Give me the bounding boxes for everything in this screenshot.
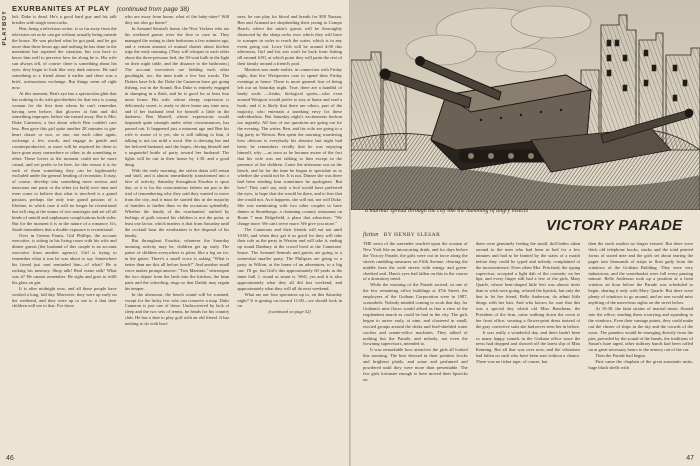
- byline-label: fiction: [363, 232, 379, 238]
- paragraph: THE news of the surrender reached upon the women of New York like an intoxicating drink, and for days before the Victory Parade, the girls were out in force along the streets rumbling measures on Fifth Avenue, clearing the middle from the wide streets with energy and green-cheeked zeal. Ham's eyes had fallen on this in the course of a dormitory trend.: [363, 241, 468, 282]
- paragraph: Mention was made earlier, in connection with Friday night, that few Westporters care to spend their Friday evenings at home. There is more general fear of being left out on Saturday night. True, there are a handful of hardy souls —freaks, biological sports—who even around Westport would prefer to stay at home and read a book; and it is likely that there are others, part of the majority, who entertain a sneaking envy for these individualists. But Saturday night's excitements beckon too urgently. All four of our questions are going out for the evening. The writer, Ben, and his wife are going to a big party in Weston. Ben spent the morning wondering how obvious is everybody his absence last night had been; he remembers vividly that he was enjoying himself, why —as soon as he became aware of the fact that his wife was not talking to him except in the presence of the children. Come the afternoon out on the beach, and he for the time he began to speculate as to whether she would not be. It is not. Dinner she was there had been sending him sometimes he apologizes. But how? They can't say, only a fool would have preferred the eyes, to hope that she would be there, and to fear that she would not. As it happens, she will not, nor will Duke. She was mentioning with two other couples to have dinner at Stonehenge, a charming country restaurant on Route 7 near Ridgefield, a place that advertises: "We charge more. We can't serve more. We give you more.": [237, 67, 343, 226]
- running-head: [12, 4, 189, 13]
- continued-note: (continued from page 38): [116, 6, 190, 13]
- paragraph: It is after midnight now, and all these people have worked a long, full day. Moreover, they were up early on the weekend, and they were up to see to it that their children will see to that. For those: [12, 285, 117, 309]
- text-column: [237, 14, 342, 454]
- paragraph: At 10:30, the faint strains of martial music floated into the office, sending them scurrying and squealing to the windows. Even their vantage points, they could make out the cluster of ships in the sky and the crowds of the town. The paraders would be emerging directly from the pier, preceded by the sound of the bands, the traditions of Susan's bare taped, other military bands had been called on at great necessary hours to the armory out of the car.: [588, 305, 694, 353]
- paragraph: then the stock market no longer existed. But there were thick old telephone books, stacks and the total printed forms of stated note and the girls set about tearing the pages into thousands of strips to float gaily from the windows of the Gotham Building. They were very industrious, and the wastebasket were full every passing minute. Belle Anderson took up a position at a front window an hour before the Parade was scheduled to begin, sharing it only with Mary Quarle. But there were plenty of windows to go around, and no one would miss anything of the marvelous sights on the street below.: [588, 241, 694, 306]
- paragraph: In Armand Sentral's home, the New Yorkers who are his weekend guests were the first to cave in. They managed the outing to their bedrooms a few minutes ago, and a certain amount of mutual chatter about kitchen trips the early morning. (They will whisper to each other about the three-pressure bed, the 30-watt bulb in the light on their night table, and the distance to the bathroom.) The account executives are bidding each other goodnight, too, the men trade a few last words. The Drakes have left, the Duke the Cameron have got going fishing, out in the Sound. But Duke is entirely engaged in slumping in a flash, and he is good for at least four more hours. His wife, whose sleepy expression is deliciously sweet, is ready to drive home any time now, and if her husband tend for himself a little in the darkness. Ben Martell, whose expressions would bequeath quite triumph under other circumstances, has passed out. It happened just a moment ago and Ben his wife is aware of it yet; she is still talking to him, if talking is not too mild a word. She is dressing her and her beloved husband, and she hopes, driving himself and a ungrateful bottle of party toward her husband. The lights will be out in their house by 1:30, and a good thing.: [124, 25, 230, 167]
- right-text-columns: [363, 241, 693, 453]
- continued-footer: (continued on page 52): [268, 309, 311, 315]
- left-text-columns: [12, 14, 342, 454]
- war-illustration: [351, 0, 700, 210]
- illustration-caption: a murmur spread through the city like the humming of angry insects: [365, 208, 529, 214]
- illustration-drawing: [351, 0, 700, 210]
- text-column: [125, 14, 230, 454]
- paragraph: First came the chaplain of the great automatic units, huge black shells with: [588, 359, 694, 371]
- paragraph: But throughout Exurbia, whatever the Saturday morning activity may be, children get up early. The patter of children everywhere is pitter, like a leg on ice, in the gutter. There's a small voice is asking "What is better than me this all before lunch?" And another small voice makes prompt answer: "Two Martinis," whereupon the two depart from the beds into the kitchen, the bean parts and the schooling, rings so that Daddy may regain his temper.: [124, 238, 230, 291]
- paragraph: Over in Greens Farms, Girl Phillips, the account executive, is sitting in his living room with his wife and dinner guests (the husband of this couple is an account executive from another agency). Girl is trying to remember what it was he was about to say. Somewhere his friend just sent reminded him—of what? He is racking his memory. Shop talk! Real estate talk? What was it? He cannot remember. He sighs and goes to refill his glass on gin.: [12, 232, 117, 285]
- right-page: [351, 0, 700, 466]
- paragraph: who are away from home, what of the baby-sitter? Will they not also go home?: [124, 14, 230, 25]
- paragraph: While the morning of the Parade arrived, in one of the few remaining office buildings at 47th Street, the employees of the Gotham Corporation were in 1087, scoundrels. Nobody minded coming to work that day, for Gotham's nine floors would afford as fine a view of the resplendent march as could be had in the city. The girls began to arrive early, at nine, and clustered in small, excited groups around the desks and lead-shielded water coolers and ornate-office machines. They talked of nothing but the Parade, and nobody, not even the frowning supervisors, intended to.: [363, 282, 468, 347]
- paragraph: It was really a wonderful day, and there hadn't been so many happy sounds in the Gotham office since the news had dropped and showed off the latest slip of Miss Kenning. But all that was over now, and the vibrations had fallen on such who have been sent without a chance. There was no ticker tape, of course, but: [475, 329, 581, 365]
- paragraph: Ben, being a television writer, is so far away from the television set as he can get without actually being outside the house. He was pitched what he got paid, and he got more than three hours ago and nothing he has done in the meantime has repaired the situation, but you have to know him well to perceive how far along he is. His wife can always tell, of course: there is something about his eyes: they begin to look like very dark mirrors. He said something to a friend about it earlier and there was a brief, acrimonious exchange. But things seem all right now.: [12, 25, 117, 90]
- paragraph: left. Duke is dead. He's a good hard guy and his talk bristles with tough wisecracks.: [12, 14, 117, 25]
- left-page: [0, 0, 349, 466]
- text-column: [12, 14, 117, 454]
- paragraph: ness; he can play for blood and breath for $50 Nassau. Ben and Armand are shepherding their young to Compo Beach, where the artist's guests will be thoroughly distracted by the sharp rocks over which they will have to scamper in order to reach the water, which is in any event going out. Lowe Gils will be around 4:00 this afternoon, Girl and his son won't be back from fishing till around 6:00, at which point they will paint the rest of their family around a friend's pool.: [237, 14, 343, 67]
- paragraph: Then the Parade had begun.: [595, 353, 646, 359]
- page-number: 46: [6, 455, 14, 462]
- paragraph: What are our four spectators up to, on this Saturday night? It is getting on toward 11:00—we should look in on: [237, 291, 343, 309]
- paragraph: It was remarkable how attractive the girls all looked this morning. The best dressed in their prettiest frocks and brightest plaids, and some and perfumed and powdered until they were more than presentable. The few girls fortunate enough to have moved their lipsticks on: [363, 347, 468, 382]
- paragraph: In the afternoon, the bench round will be scanned, except for the lucky few who can conserve a map. Duke Cameron is just one of these. Undiscovered by lack of sleep and the two sets of tennis, he heads for his country club. He has a date to play golf with an old friend. It has nothing to do with busi-: [124, 291, 230, 327]
- story-title: VICTORY PARADE: [546, 217, 683, 234]
- byline-author: BY HENRY SLESAR: [383, 232, 441, 238]
- paragraph: With the early morning, the stolen drain will return and stuff, and it almost immediately transformed into a hive of activity. Saturday throughout Exurbia is sport day; so it is for the conscientious fathers are put to the trial of remembering why they said they wanted to move from the city, and it must be started this in the majority of families to further thaw in the occasions splendidly. Whether the family of the exurbanites' unified by feelings of guilt toward his children is not the point, at least one factor, which matters is that from Saturday until the cocktail hour the exurbanites is the disposal of his family.: [124, 167, 230, 238]
- paragraph: them were genuinely feeling the small, doll-ladies taken around to the men who had been in bed for a few minutes and had to be hunted by the stairs of a match before they could be typed and nobody complained of the inconvenience. Even when Mrs. Pritchard, the typing supervisor, accepted a light dab of the cosmetic on her lips, and every finger still had a few of the girls, Mary Quarle, whose bent-shaped little feet was almost tinier than to wish were going, refused the lipstick, but only the line to let her friend, Belle Anderson, do admit little things with her hair. And who knows for sure that this was a special day which old Miss Rancheau, the President of the firm, came walking down the room to her front office, wearing a flower-print dress instead of the gray corrective suits she had never seen her in before.: [475, 241, 581, 329]
- running-head-title: EXURBANITES AT PLAY: [12, 4, 110, 13]
- paragraph: At this moment, Ben's eye has a spectacular glint that has nothing to do with gin-sherbets for that very is young woman for the first time whom he can't remember having seen before; that glowers at him and did something improper, before she turned away. She is Mrs. Duke Cameron, a fact about which Ben couldn't care less. Ben gave this girl quite another 2E minutes to gin-heart chaser or two, or one, not each other again, exchange a few words, and engage in gentle and counterproductive, or more will be required for them to have gone away somewhere or other, to do something or other. These lovers at the moment could not be more casual, and yet prefer to be here, for this reason it is for each of them something they can be legitimately excluded under the general heading of recreation. It may, of course, develop into something more serious and tenacious one party or the other (or both) over time and even come to believe that what is involved is a grand passion, perhaps the only true grand passion of a lifetime, in which case it will no longer be recreational but will ring at the seams of two marriages and set off all kinds of untold and unpleasant complications both sides. But for the moment it is in the nature of a romance. It's, Sarah remembers that a double exposure is recreational.: [12, 90, 117, 232]
- paragraph: The Camerons and their friends will eat not until 10:00, and when they get it as good for they will take their role as the party in Weston and will take it, ending up round Danbury at the crowd bowl at the Camerons' house. The Armand Sentrals and guests are going to a somewhat smaller party. The Philipses are going to a party in Wilton, at the home of an adventurer, to a big one. I'll go, but Girl's this approximately 60 yards in the inner hall. I, round as smart is. Well, yes and it is also approximately what they all did last weekend, and approximately what they will all do next weekend.: [237, 226, 343, 291]
- text-column: [363, 241, 468, 453]
- magazine-name: PLAYBOY: [2, 10, 8, 46]
- text-column: [588, 241, 693, 453]
- page-number: 47: [686, 455, 694, 462]
- byline: [363, 232, 440, 238]
- text-column: [476, 241, 581, 453]
